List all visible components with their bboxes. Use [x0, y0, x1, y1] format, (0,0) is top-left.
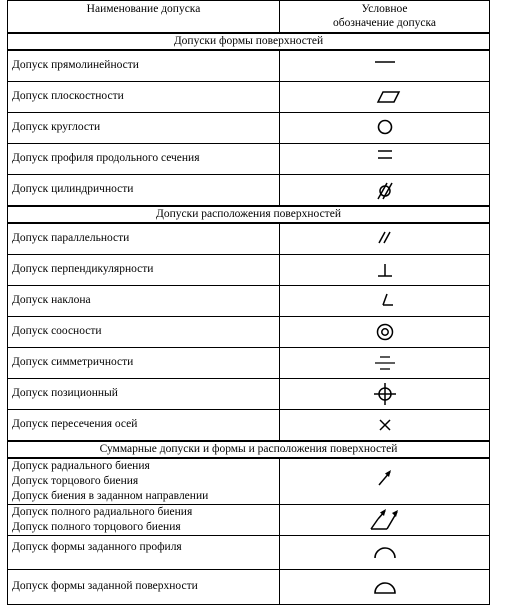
tolerance-name: Допуск профиля продольного сечения — [8, 143, 280, 174]
perpendicularity-icon — [365, 258, 405, 282]
runout-icon — [365, 467, 405, 491]
tolerance-symbol-cell — [280, 112, 490, 143]
tolerance-name: Допуск формы заданного профиля — [8, 535, 280, 569]
straightness-icon — [365, 54, 405, 78]
flatness-icon — [365, 85, 405, 109]
tolerance-symbol-cell — [280, 285, 490, 316]
axis-intersection-icon — [365, 413, 405, 437]
tolerance-symbol-cell — [280, 409, 490, 441]
header-symbol-line1: Условное — [361, 3, 408, 15]
tolerance-symbol-cell — [280, 504, 490, 535]
coaxiality-icon — [365, 320, 405, 344]
tolerance-name: Допуск полного радиального биения Допуск полного торцового биения — [8, 504, 280, 535]
tolerance-name: Допуск позиционный — [8, 378, 280, 409]
symmetry-icon — [365, 351, 405, 375]
tolerance-symbol-cell — [280, 174, 490, 206]
tolerance-name: Допуск прямолинейности — [8, 50, 280, 82]
table-row — [8, 569, 490, 604]
table-row — [8, 285, 490, 316]
table-row — [8, 223, 490, 255]
header-name: Наименование допуска — [86, 3, 201, 15]
tolerance-name: Допуск плоскостности — [8, 81, 280, 112]
cylindricity-icon — [365, 178, 405, 202]
tolerance-symbol-cell — [280, 223, 490, 255]
table-row — [8, 504, 490, 535]
line-profile-icon — [365, 540, 405, 564]
tolerance-name: Допуск симметричности — [8, 347, 280, 378]
table-row — [8, 174, 490, 206]
table-row — [8, 143, 490, 174]
section-row-location — [8, 206, 490, 223]
table-row — [8, 378, 490, 409]
table-row — [8, 254, 490, 285]
tolerance-name: Допуск формы заданной поверхности — [8, 569, 280, 604]
tolerance-name: Допуск соосности — [8, 316, 280, 347]
table-row — [8, 347, 490, 378]
section-row-form — [8, 33, 490, 50]
header-symbol-cell — [280, 1, 490, 33]
tolerance-name: Допуск круглости — [8, 112, 280, 143]
table-header-row — [8, 1, 490, 33]
tolerance-name: Допуск наклона — [8, 285, 280, 316]
tolerance-name: Допуск перпендикулярности — [8, 254, 280, 285]
parallelism-icon — [365, 227, 405, 251]
surface-profile-icon — [365, 575, 405, 599]
tolerance-symbol-cell — [280, 81, 490, 112]
position-icon — [365, 381, 405, 407]
table-row — [8, 81, 490, 112]
angularity-icon — [365, 289, 405, 313]
table-row — [8, 458, 490, 505]
tolerance-symbol-cell — [280, 378, 490, 409]
header-symbol-line2: обозначение допуска — [333, 17, 436, 29]
tolerance-name: Допуск радиального биения Допуск торцового биения Допуск биения в заданном направлении — [8, 458, 280, 505]
table-row — [8, 112, 490, 143]
tolerance-symbol-cell — [280, 569, 490, 604]
table-row — [8, 50, 490, 82]
tolerance-name: Допуск цилиндричности — [8, 174, 280, 206]
tolerance-symbol-cell — [280, 347, 490, 378]
roundness-icon — [365, 116, 405, 140]
section-title: Допуски расположения поверхностей — [8, 206, 490, 223]
tolerance-symbol-cell — [280, 50, 490, 82]
section-title: Допуски формы поверхностей — [8, 33, 490, 50]
tolerance-symbol-cell — [280, 316, 490, 347]
tolerance-symbol-cell — [280, 458, 490, 505]
tolerance-symbol-cell — [280, 254, 490, 285]
table-row — [8, 409, 490, 441]
longitudinal-profile-icon — [365, 147, 405, 171]
tolerance-name: Допуск параллельности — [8, 223, 280, 255]
tolerance-symbol-cell — [280, 535, 490, 569]
total-runout-icon — [363, 507, 407, 533]
section-title: Суммарные допуски и формы и расположения поверхностей — [8, 441, 490, 458]
table-row — [8, 535, 490, 569]
header-name-cell — [8, 1, 280, 33]
tolerance-table — [7, 0, 490, 605]
table-row — [8, 316, 490, 347]
section-row-total — [8, 441, 490, 458]
tolerance-name: Допуск пересечения осей — [8, 409, 280, 441]
tolerance-symbol-cell — [280, 143, 490, 174]
